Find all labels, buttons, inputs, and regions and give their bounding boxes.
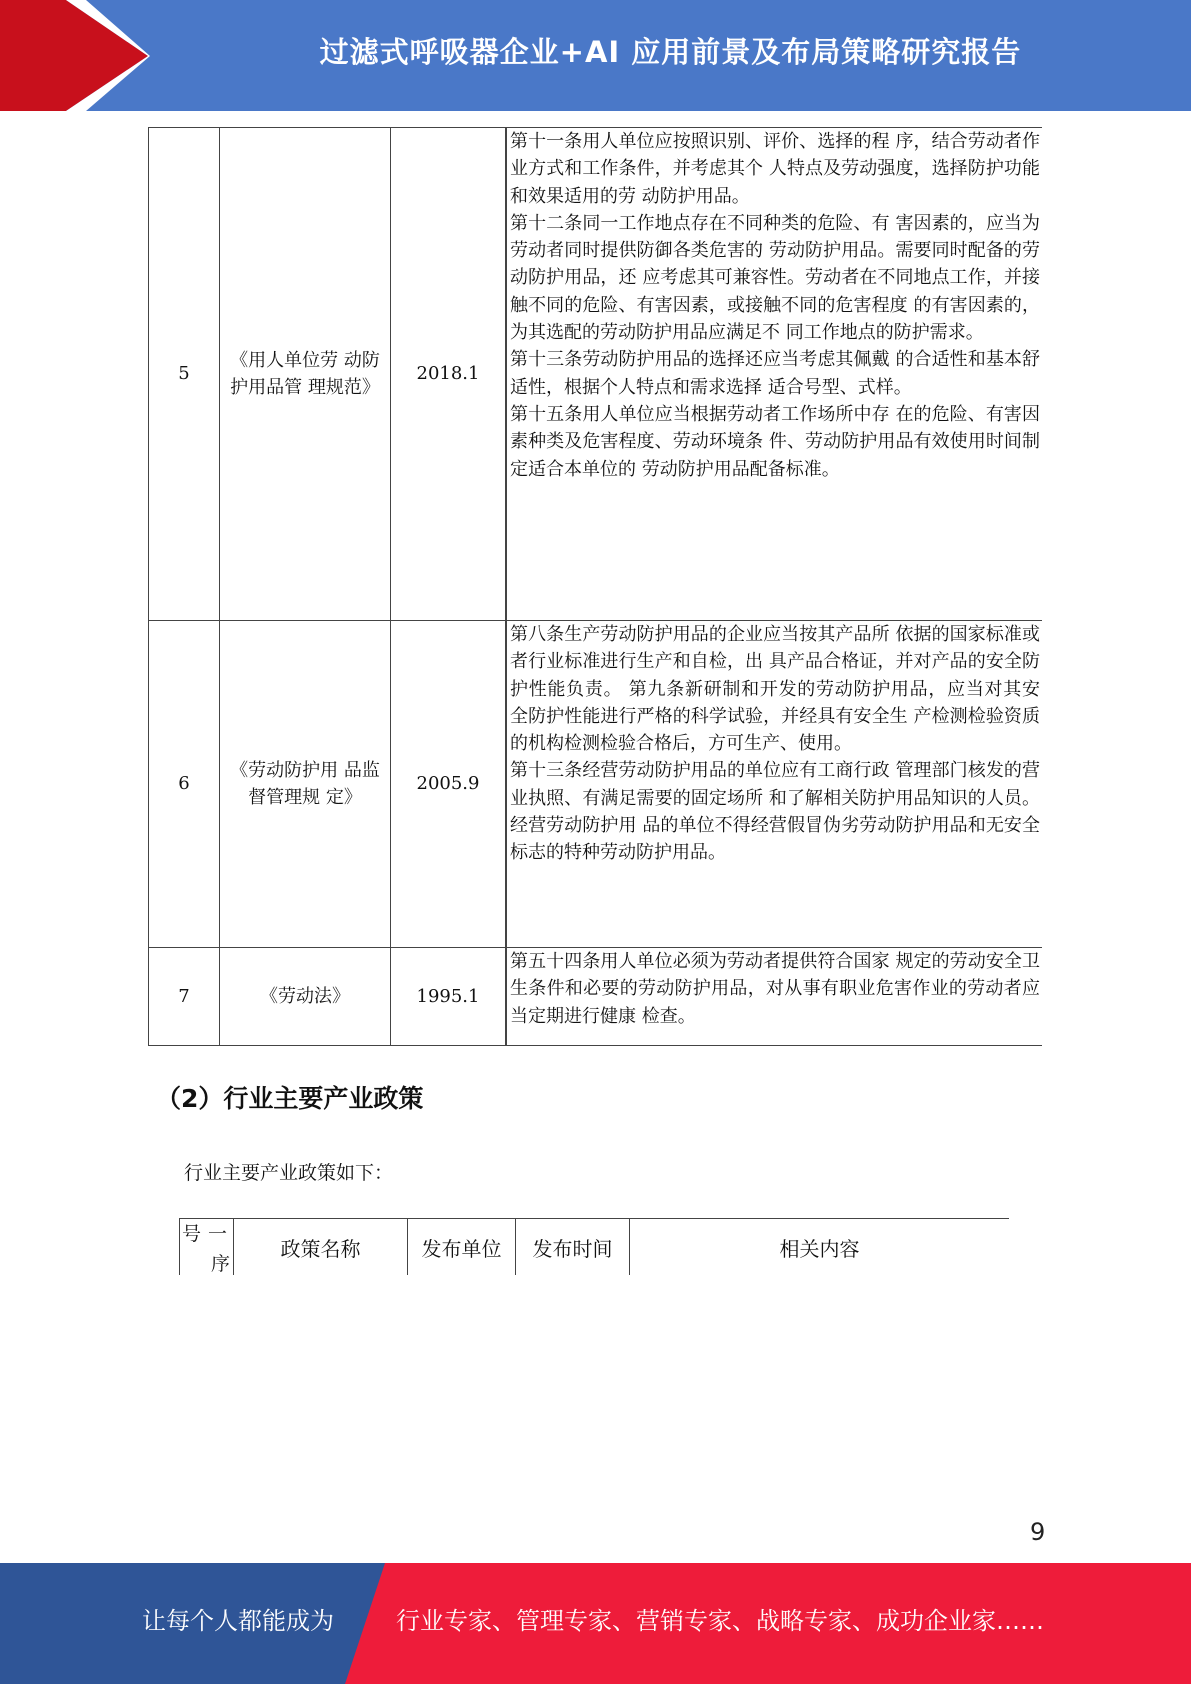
regulation-content	[506, 621, 1042, 948]
content-paragraph: 第十二条同一工作地点存在不同种类的危险、有 害因素的，应当为劳动者同时提供防御各类危害的 劳动防护用品。需要同时配备的劳动防护用品，还 应考虑其可兼容性。劳动者在不同地点工作，并接 触不同的危险、有害因素，或接触不同的危害程度 的有害因素的，为其选配的劳动防护用品应满足不 同工作地点的防护需求。	[510, 212, 1040, 344]
content-paragraph: 第十三条劳动防护用品的选择还应当考虑其佩戴 的合适性和基本舒适性，根据个人特点和需求选择 适合号型、式样。	[510, 349, 1040, 398]
content-paragraph: 第五十四条用人单位必须为劳动者提供符合国家 规定的劳动安全卫生条件和必要的劳动防护用品，对从事有职业危害作业的劳动者应当定期进行健康 检查。	[510, 951, 1040, 1027]
regulation-name: 《劳动防护用 品监督管理规 定》	[220, 621, 391, 948]
report-title: 过滤式呼吸器企业+AI 应用前景及布局策略研究报告	[319, 34, 1022, 69]
page-footer	[0, 1563, 1191, 1684]
section-title: （2）行业主要产业政策	[156, 1084, 424, 1113]
footer-slogan-right: 行业专家、管理专家、营销专家、战略专家、成功企业家……	[396, 1607, 1044, 1635]
regulation-name: 《用人单位劳 动防护用品管 理规范》	[220, 128, 391, 621]
regulation-content	[506, 948, 1042, 1046]
regulation-date: 2005.9	[391, 621, 507, 948]
header-seq-char: 序	[210, 1253, 230, 1275]
table-row	[149, 948, 1043, 1046]
row-number: 6	[149, 621, 220, 948]
table-row	[149, 621, 1043, 948]
policy-table	[179, 1218, 1009, 1275]
content-paragraph: 第八条生产劳动防护用品的企业应当按其产品所 依据的国家标准或者行业标准进行生产和自检，出 具产品合格证，并对产品的安全防护性能负责。 第九条新研制和开发的劳动防护用品，应当对其安 全防护性能进行严格的科学试验，并经具有安全生 产检测检验资质的机构检测检验合格后，方可生产、使用。	[510, 624, 1040, 755]
section-intro: 行业主要产业政策如下：	[184, 1162, 394, 1184]
header-seq	[180, 1219, 234, 1276]
header-seq-char: 号	[182, 1223, 202, 1245]
header-policy-name: 政策名称	[234, 1219, 408, 1276]
footer-slogan-left: 让每个人都能成为	[142, 1607, 334, 1635]
header-issuer: 发布单位	[408, 1219, 516, 1276]
header-seq-char: 一	[207, 1223, 227, 1245]
table-row	[149, 128, 1043, 621]
regulation-content	[506, 128, 1042, 621]
page-number: 9	[1030, 1518, 1046, 1546]
regulation-date: 1995.1	[391, 948, 507, 1046]
page-header	[0, 0, 1191, 111]
content-paragraph: 第十一条用人单位应按照识别、评价、选择的程 序，结合劳动者作业方式和工作条件，并考虑其个 人特点及劳动强度，选择防护功能和效果适用的劳 动防护用品。	[510, 131, 1040, 207]
content-paragraph: 第十五条用人单位应当根据劳动者工作场所中存 在的危险、有害因素种类及危害程度、劳动环境条 件、劳动防护用品有效使用时间制定适合本单位的 劳动防护用品配备标准。	[510, 403, 1040, 480]
table-header-row	[180, 1219, 1010, 1276]
row-number: 5	[149, 128, 220, 621]
regulation-date: 2018.1	[391, 128, 507, 621]
regulations-table	[148, 127, 1042, 1046]
regulation-name: 《劳动法》	[220, 948, 391, 1046]
header-issue-date: 发布时间	[516, 1219, 630, 1276]
content-paragraph: 第十三条经营劳动防护用品的单位应有工商行政 管理部门核发的营业执照、有满足需要的固定场所 和了解相关防护用品知识的人员。经营劳动防护用 品的单位不得经营假冒伪劣劳动防护用品和无安全 标志的特种劳动防护用品。	[510, 760, 1040, 864]
row-number: 7	[149, 948, 220, 1046]
header-content: 相关内容	[630, 1219, 1010, 1276]
